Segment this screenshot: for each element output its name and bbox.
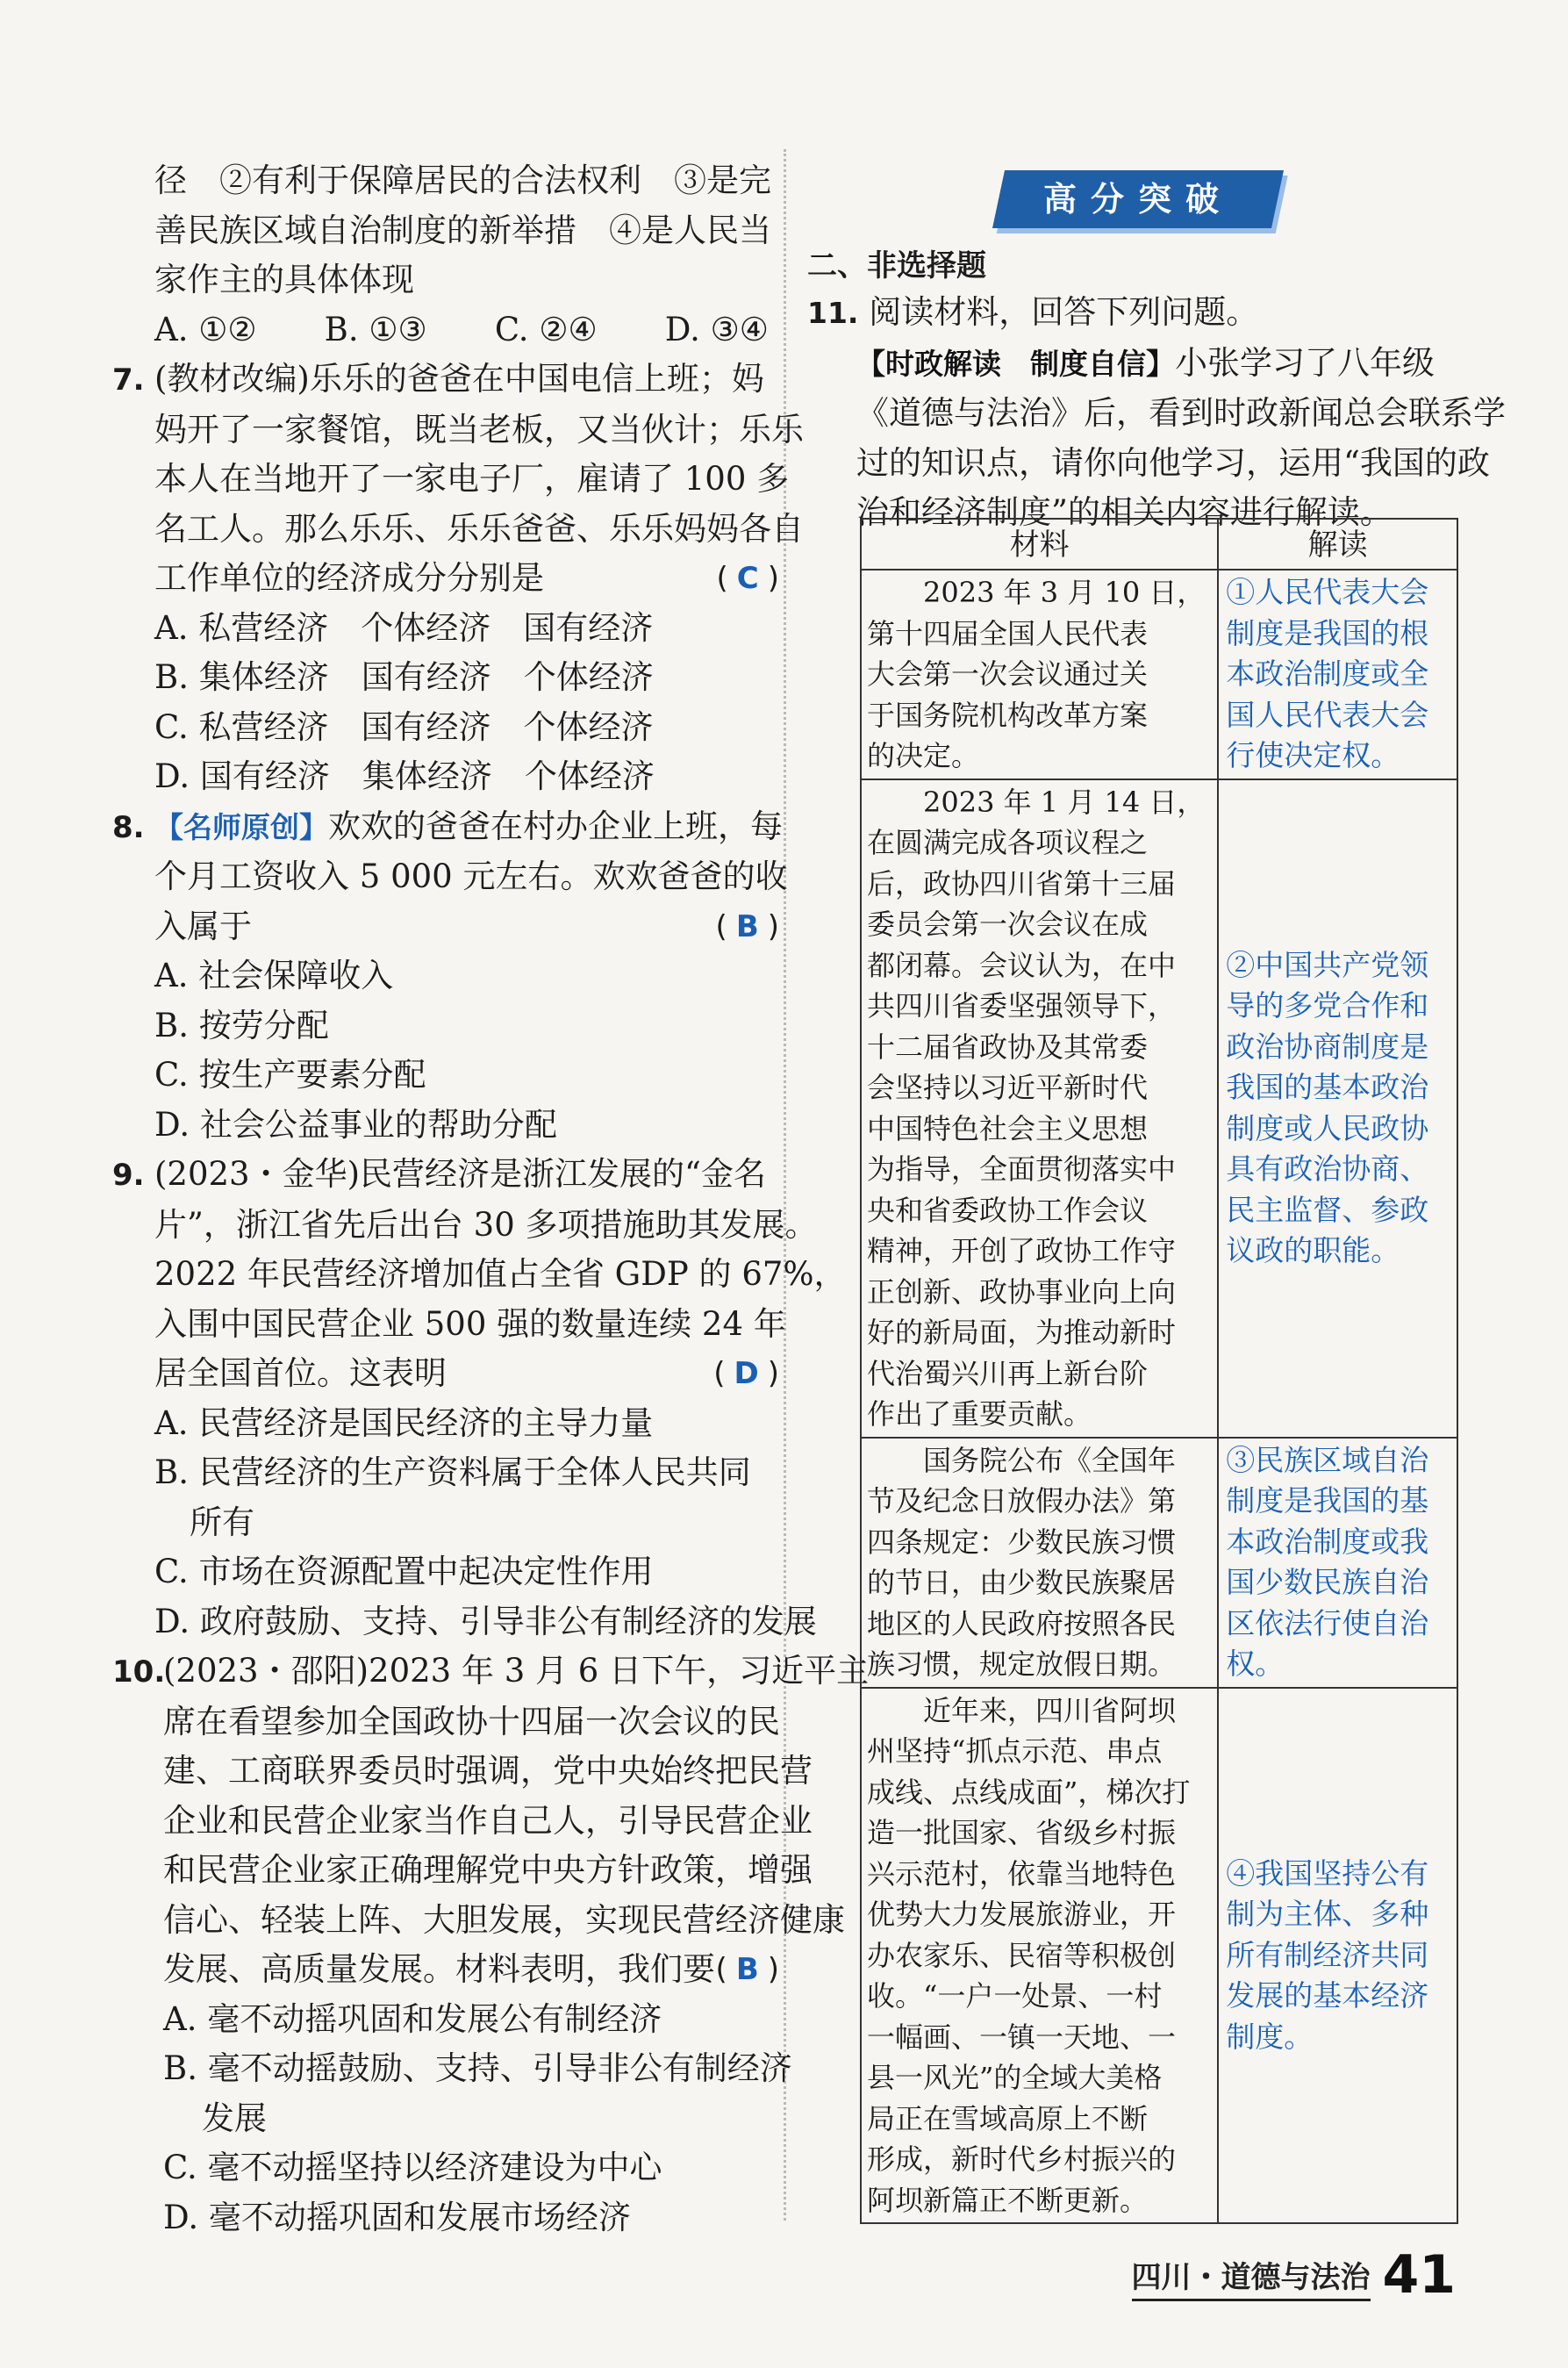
question-number: 9. [112, 1158, 145, 1193]
cell-line: 共四川省委坚强领导下， [867, 989, 1177, 1023]
option: A. 毫不动摇巩固和发展公有制经济 [163, 1999, 662, 2038]
option: B. 按劳分配 [154, 1006, 329, 1044]
text-line: 家作主的具体体现 [154, 261, 414, 298]
cell-line: 近年来，四川省阿坝 [867, 1693, 1177, 1727]
cell-line: 的节日，由少数民族聚居 [867, 1566, 1177, 1599]
table-row [861, 1688, 1457, 2224]
text-line: 治和经济制度”的相关内容进行解读。 [856, 493, 1393, 531]
table-row [861, 779, 1457, 1438]
answer-letter: C [736, 561, 759, 596]
cell-line: 2023 年 1 月 14 日， [867, 785, 1206, 819]
material-cell [861, 779, 1218, 1438]
text-line: 《道德与法治》后，看到时政新闻总会联系学 [856, 394, 1506, 432]
answer-bracket: ( B ) [715, 908, 779, 944]
cell-line: 收。“一户一处景、一村 [867, 1979, 1163, 2013]
text-line: 席在看望参加全国政协十四届一次会议的民 [163, 1702, 780, 1740]
text-line: (2023・金华)民营经济是浙江发展的“金名 [154, 1155, 766, 1193]
banner-text: 高分突破 [1042, 180, 1233, 219]
option: A. 民营经济是国民经济的主导力量 [154, 1403, 654, 1442]
cell-line: 十二届省政协及其常委 [867, 1030, 1149, 1064]
cell-line: ②中国共产党领 [1226, 947, 1429, 982]
cell-line: 代治蜀兴川再上新台阶 [867, 1356, 1149, 1390]
option: D. ③④ [664, 310, 769, 348]
cell-line: 四条规定：少数民族习惯 [867, 1525, 1177, 1559]
cell-line: 都闭幕。会议认为，在中 [867, 948, 1177, 982]
cell-line: 局正在雪域高原上不断 [867, 2101, 1149, 2135]
table-row [861, 1438, 1457, 1688]
interpretation-cell [1218, 570, 1457, 779]
material-cell [861, 1688, 1218, 2224]
cell-line: 我国的基本政治 [1226, 1070, 1429, 1104]
cell-line: 制度是我国的基 [1226, 1483, 1429, 1518]
text-line: 建、工商联界委员时强调，党中央始终把民营 [163, 1752, 813, 1790]
cell-line: 会坚持以习近平新时代 [867, 1071, 1149, 1104]
material-cell [861, 1438, 1218, 1688]
footer-subject: 四川・道德与法治 [1132, 2257, 1371, 2301]
option: B. 集体经济 国有经济 个体经济 [154, 658, 654, 696]
right-column [807, 156, 1506, 2263]
cell-line: 政治协商制度是 [1226, 1029, 1429, 1064]
cell-line: 兴示范村，依靠当地特色 [867, 1856, 1177, 1891]
answer-letter: B [735, 1952, 759, 1987]
text-line: 工作单位的经济成分分别是 [154, 559, 544, 597]
question-9 [112, 1150, 847, 1647]
question-number: 7. [112, 362, 145, 398]
cell-line: 国少数民族自治 [1226, 1565, 1429, 1599]
cell-line: 优势大力发展旅游业，开 [867, 1898, 1177, 1931]
cell-line: 族习惯，规定放假日期。 [867, 1647, 1177, 1681]
cell-line: 第十四届全国人民代表 [867, 616, 1149, 650]
cell-line: 在圆满完成各项议程之 [867, 826, 1149, 859]
cell-line: 制度。 [1226, 2019, 1314, 2054]
cell-line: 本政治制度或我 [1226, 1524, 1429, 1559]
answer-letter: B [735, 908, 759, 944]
cell-line: 于国务院机构改革方案 [867, 698, 1149, 732]
text-line: (2023・邵阳)2023 年 3 月 6 日下午，习近平主 [163, 1652, 870, 1690]
cell-line: 一幅画、一镇一天地、一 [867, 2020, 1177, 2054]
cell-line: 委员会第一次会议在成 [867, 908, 1149, 941]
cell-line: 作出了重要贡献。 [867, 1397, 1092, 1431]
cell-line: 民主监督、参政 [1226, 1192, 1429, 1227]
table-row [861, 570, 1457, 779]
question-10 [112, 1647, 870, 2242]
text-line: 居全国首位。这表明 [154, 1354, 447, 1392]
question-8 [112, 802, 788, 1151]
cell-line: 具有政治协商、 [1226, 1152, 1429, 1186]
cell-line: 地区的人民政府按照各民 [867, 1606, 1177, 1640]
text-line: 和民营企业家正确理解党中央方针政策，增强 [163, 1851, 813, 1889]
text-line: 过的知识点，请你向他学习，运用“我国的政 [856, 443, 1490, 482]
option-continuation: 所有 [190, 1503, 254, 1541]
cell-line: 州坚持“抓点示范、串点 [867, 1734, 1163, 1768]
question-number: 11. [807, 296, 859, 330]
section-banner [992, 170, 1284, 228]
text-line: 径 ②有利于保障居民的合法权利 ③是完 [154, 161, 771, 199]
option: C. 市场在资源配置中起决定性作用 [154, 1553, 654, 1590]
text-line: (教材改编)乐乐的爸爸在中国电信上班；妈 [154, 360, 764, 398]
cell-line: 形成，新时代乡村振兴的 [867, 2142, 1177, 2176]
cell-line: 国人民代表大会 [1226, 697, 1429, 732]
option: D. 国有经济 集体经济 个体经济 [154, 757, 655, 795]
section-title: 二、非选择题 [807, 248, 986, 283]
option: C. 毫不动摇坚持以经济建设为中心 [163, 2149, 662, 2186]
answer-bracket: ( C ) [716, 561, 779, 596]
cell-line: 制为主体、多种 [1226, 1897, 1429, 1931]
page-number: 41 [1382, 2244, 1456, 2306]
q6-options [112, 305, 769, 355]
cell-line: 的决定。 [867, 739, 980, 772]
answer-bracket: ( D ) [713, 1356, 779, 1391]
cell-line: 国务院公布《全国年 [867, 1443, 1177, 1477]
material-cell [861, 570, 1218, 779]
option: B. 毫不动摇鼓励、支持、引导非公有制经济 [163, 2049, 792, 2087]
question-number: 8. [112, 809, 145, 845]
cell-line: ①人民代表大会 [1226, 575, 1429, 609]
cell-line: 央和省委政协工作会议 [867, 1193, 1149, 1227]
option: A. ①② [154, 310, 257, 348]
cell-line: 制度是我国的根 [1226, 615, 1429, 650]
option: D. 毫不动摇巩固和发展市场经济 [163, 2198, 631, 2236]
interpretation-table [860, 518, 1458, 2224]
source-tag: 【时政解读 制度自信】 [856, 346, 1175, 381]
option: C. 私营经济 国有经济 个体经济 [154, 707, 654, 746]
interpretation-cell [1218, 779, 1457, 1438]
text-line: 信心、轻装上阵、大胆发展，实现民营经济健康 [163, 1900, 845, 1939]
option: D. 社会公益事业的帮助分配 [154, 1105, 557, 1144]
option: B. ①③ [324, 310, 427, 348]
answer-letter: D [734, 1356, 759, 1391]
text-line: 欢欢的爸爸在村办企业上班，每 [328, 807, 783, 845]
cell-line: 议政的职能。 [1226, 1233, 1400, 1267]
cell-line: 造一批国家、省级乡村振 [867, 1816, 1177, 1849]
text-line: 本人在当地开了一家电子厂，雇请了 100 多 [154, 460, 790, 498]
cell-line: 权。 [1226, 1647, 1285, 1681]
cell-line: ④我国坚持公有 [1226, 1855, 1429, 1891]
option-continuation: 发展 [202, 2099, 267, 2137]
cell-line: 行使决定权。 [1226, 738, 1400, 772]
page-footer [1131, 2244, 1457, 2306]
text-line: 善民族区域自治制度的新举措 ④是人民当 [154, 211, 771, 249]
cell-line: 好的新局面，为推动新时 [867, 1316, 1177, 1349]
question-number: 10. [112, 1654, 166, 1690]
table-header: 材料 [861, 519, 1218, 570]
text-line: 入属于 [154, 907, 252, 945]
cell-line: 县一风光”的全域大美格 [867, 2061, 1163, 2094]
cell-line: 2023 年 3 月 10 日， [867, 576, 1206, 609]
option: D. 政府鼓励、支持、引导非公有制经济的发展 [154, 1602, 817, 1640]
text-line: 企业和民营企业家当作自己人，引导民营企业 [163, 1801, 813, 1840]
text-line: 阅读材料，回答下列问题。 [869, 293, 1259, 331]
cell-line: 后，政协四川省第十三届 [867, 866, 1177, 901]
cell-line: 导的多党合作和 [1226, 988, 1429, 1023]
q6-continuation [112, 156, 779, 355]
cell-line: 制度或人民政协 [1226, 1110, 1429, 1145]
option: A. 社会保障收入 [154, 957, 394, 994]
option: B. 民营经济的生产资料属于全体人民共同 [154, 1453, 751, 1491]
text-line: 发展、高质量发展。材料表明，我们要 [163, 1950, 715, 1988]
table-header: 解读 [1218, 519, 1457, 570]
source-tag: 【名师原创】 [154, 809, 328, 844]
cell-line: 精神，开创了政协工作守 [867, 1234, 1177, 1267]
text-line: 2022 年民营经济增加值占全省 GDP 的 67%， [154, 1255, 847, 1293]
text-line: 片”，浙江省先后出台 30 多项措施助其发展。 [154, 1205, 818, 1244]
interpretation-cell [1218, 1688, 1457, 2224]
text-line: 名工人。那么乐乐、乐乐爸爸、乐乐妈妈各自 [154, 509, 804, 548]
text-line: 小张学习了八年级 [1175, 343, 1435, 382]
cell-line: 发展的基本经济 [1226, 1978, 1429, 2013]
cell-line: 成线、点线成面”，梯次打 [867, 1775, 1191, 1809]
option: C. ②④ [494, 310, 598, 348]
cell-line: 正创新、政协事业向上向 [867, 1274, 1177, 1309]
cell-line: 为指导，全面贯彻落实中 [867, 1152, 1177, 1186]
cell-line: 节及纪念日放假办法》第 [867, 1484, 1177, 1518]
cell-line: ③民族区域自治 [1226, 1442, 1429, 1477]
option: A. 私营经济 个体经济 国有经济 [154, 608, 654, 647]
text-line: 个月工资收入 5 000 元左右。欢欢爸爸的收 [154, 858, 788, 895]
cell-line: 大会第一次会议通过关 [867, 657, 1149, 691]
interpretation-cell [1218, 1438, 1457, 1688]
text-line: 妈开了一家餐馆，既当老板，又当伙计；乐乐 [154, 410, 804, 448]
cell-line: 所有制经济共同 [1226, 1937, 1429, 1972]
cell-line: 区依法行使自治 [1226, 1605, 1429, 1640]
answer-bracket: ( B ) [715, 1952, 779, 1987]
cell-line: 中国特色社会主义思想 [867, 1111, 1149, 1145]
cell-line: 办农家乐、民宿等积极创 [867, 1938, 1177, 1972]
option: C. 按生产要素分配 [154, 1056, 426, 1094]
text-line: 入围中国民营企业 500 强的数量连续 24 年 [154, 1304, 786, 1343]
question-7 [112, 355, 804, 802]
cell-line: 阿坝新篇正不断更新。 [867, 2183, 1149, 2217]
cell-line: 本政治制度或全 [1226, 657, 1429, 691]
